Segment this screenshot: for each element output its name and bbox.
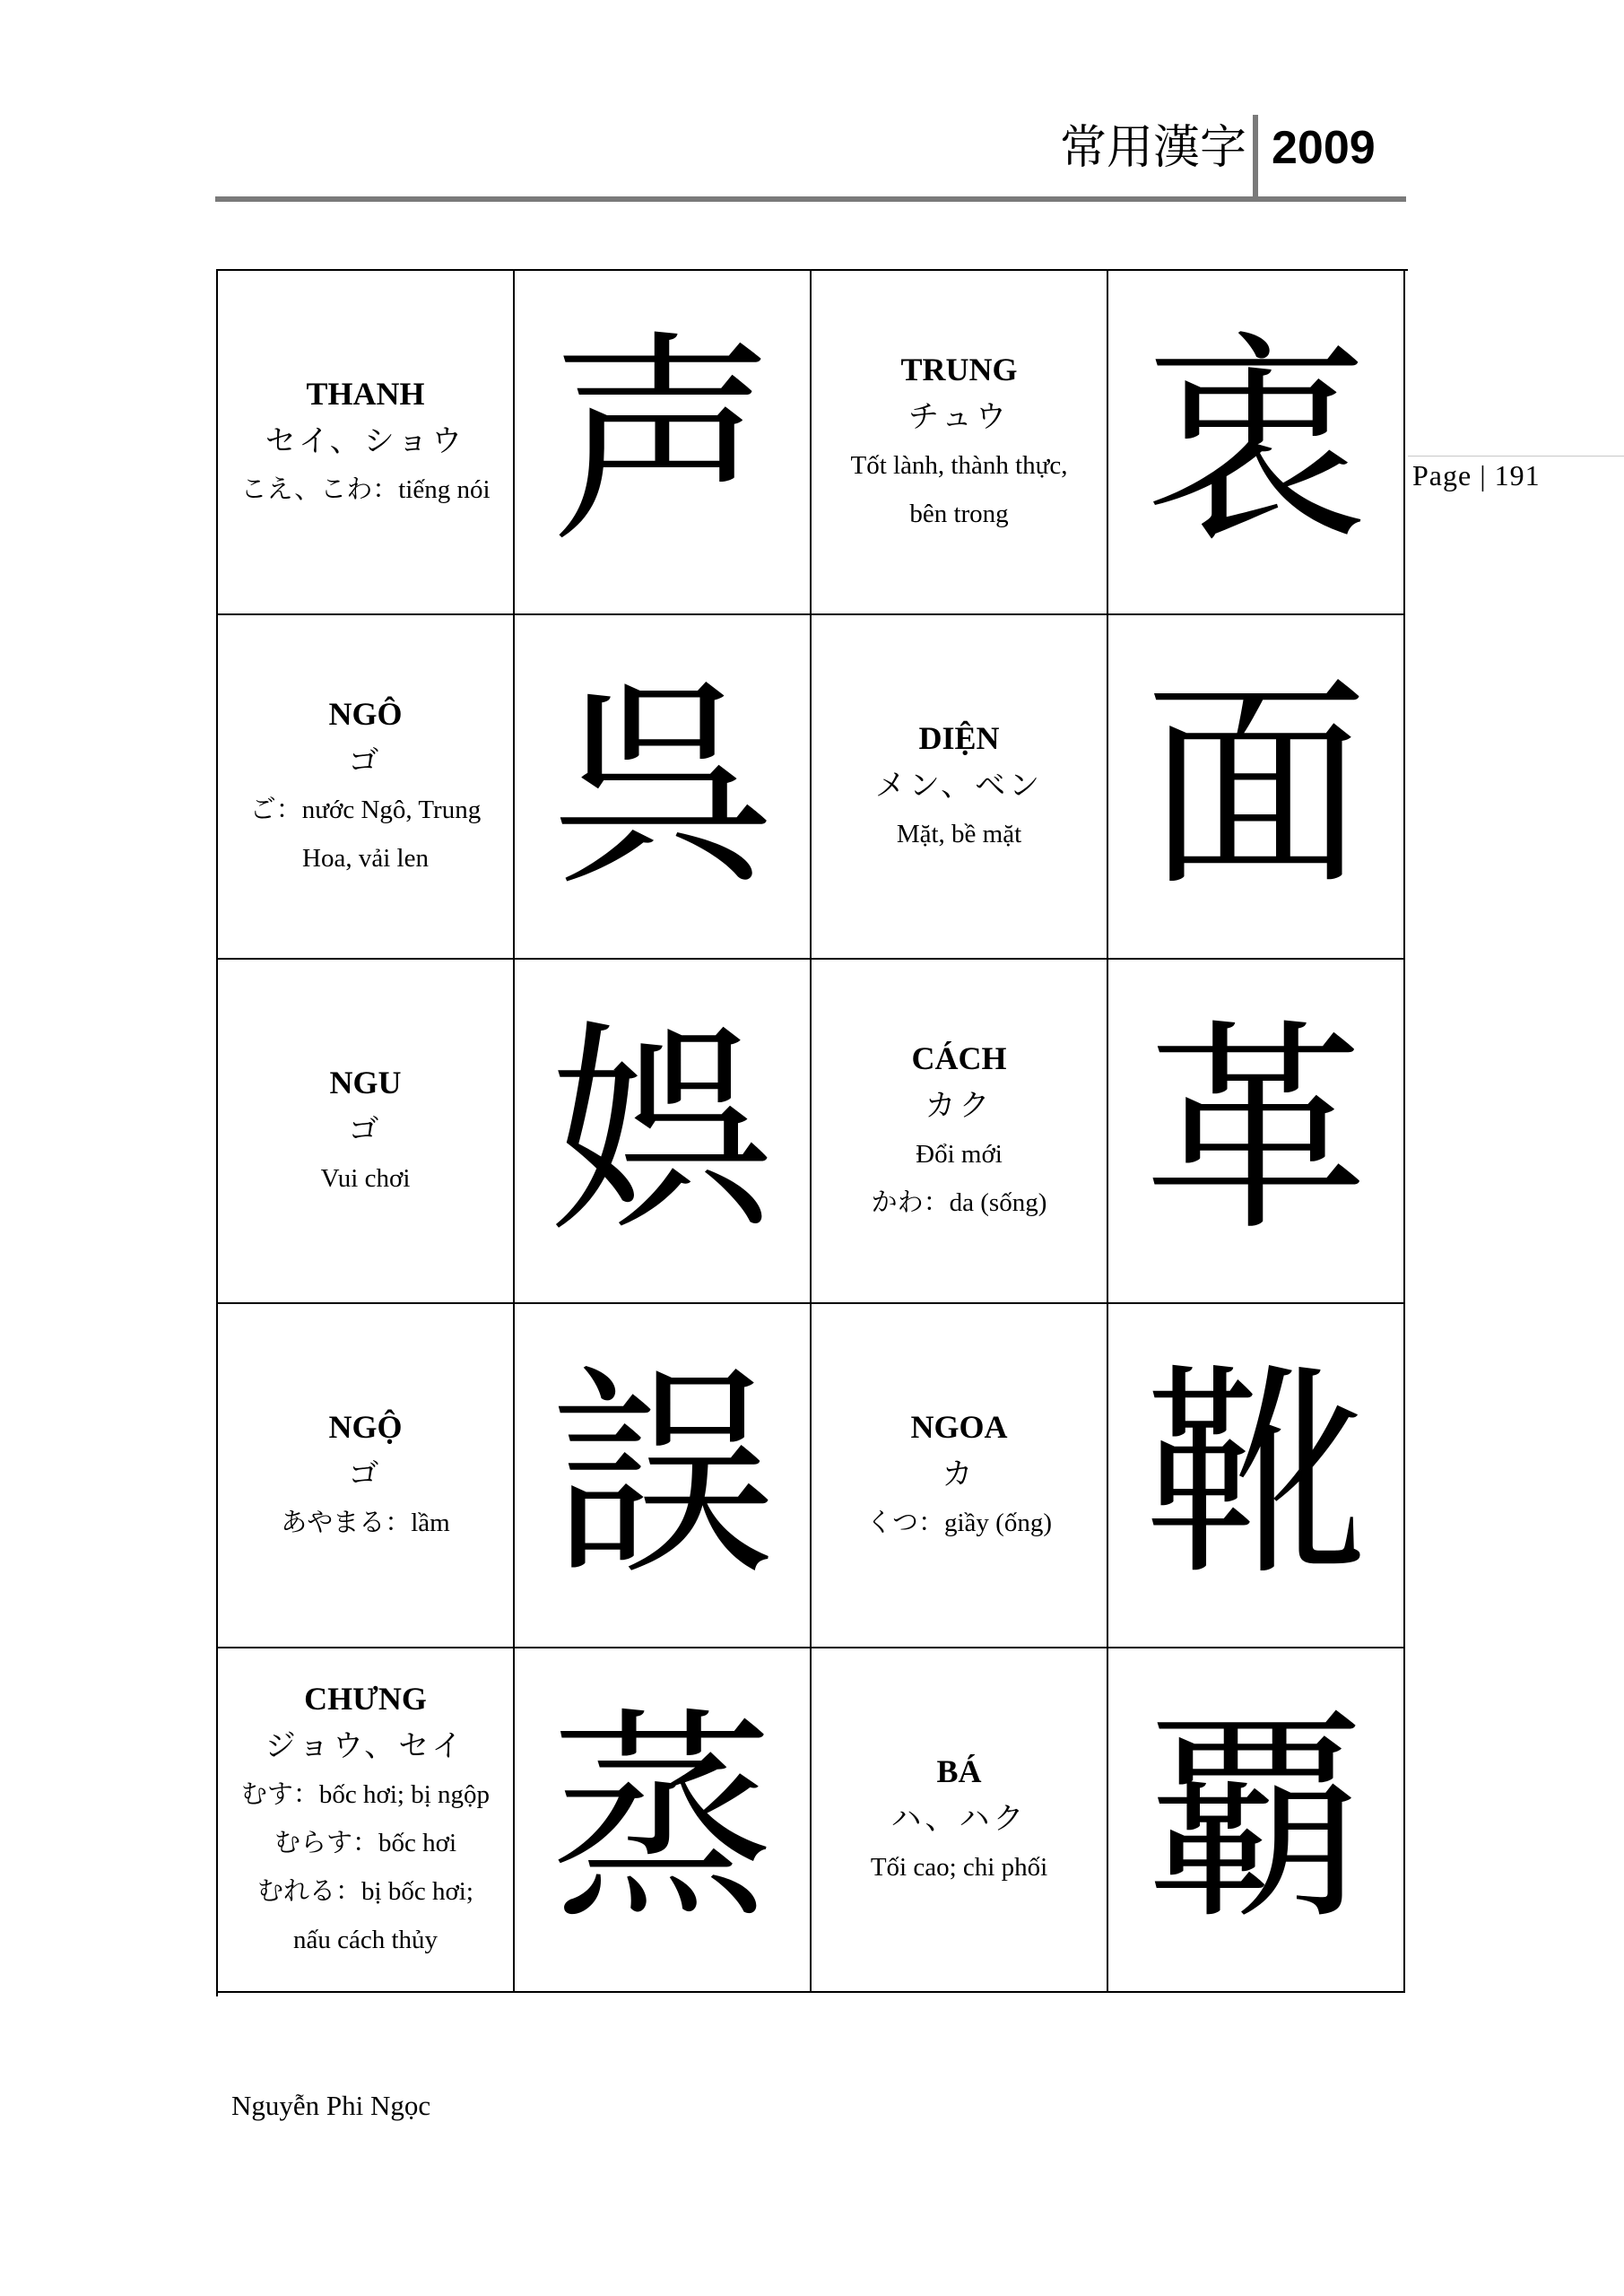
- kanji-name: NGỘ: [328, 1409, 403, 1445]
- page-header: [0, 0, 1624, 206]
- kanji-character: 覇: [1143, 1689, 1368, 1950]
- kanji-name: NGÔ: [328, 696, 403, 732]
- kanji-meaning: ご：nước Ngô, Trung: [249, 796, 482, 824]
- footer-author: Nguyễn Phi Ngọc: [231, 2090, 431, 2121]
- kanji-meaning: あやまる：lầm: [281, 1509, 450, 1537]
- kanji-info-cell: [218, 1648, 515, 1993]
- kanji-character: 衷: [1143, 311, 1368, 572]
- kanji-meaning: Đổi mới: [916, 1140, 1003, 1169]
- kanji-char-cell: [515, 615, 812, 960]
- kanji-name: THANH: [306, 376, 425, 412]
- kanji-info-cell: [218, 271, 515, 615]
- kanji-info-cell: [218, 1304, 515, 1648]
- kanji-meaning: むれる：bị bốc hơi;: [257, 1877, 473, 1906]
- kanji-reading: ゴ: [348, 1112, 383, 1148]
- kanji-char-cell: [1108, 960, 1405, 1304]
- kanji-info-cell: [812, 271, 1108, 615]
- kanji-info-cell: [218, 960, 515, 1304]
- kanji-char-cell: [515, 271, 812, 615]
- kanji-character: 誤: [550, 1344, 775, 1605]
- kanji-character: 蒸: [550, 1689, 775, 1950]
- kanji-char-cell: [515, 960, 812, 1304]
- kanji-reading: ジョウ、セイ: [265, 1728, 466, 1764]
- kanji-info-cell: [812, 1648, 1108, 1993]
- kanji-info-cell: [812, 960, 1108, 1304]
- kanji-character: 面: [1143, 656, 1368, 917]
- kanji-reading: ゴ: [348, 1457, 383, 1492]
- kanji-reading: ゴ: [348, 744, 383, 779]
- kanji-reading: ハ、ハク: [890, 1801, 1028, 1837]
- kanji-meaning: Tối cao; chi phối: [870, 1853, 1048, 1882]
- kanji-char-cell: [1108, 615, 1405, 960]
- kanji-meaning: nấu cách thủy: [292, 1926, 439, 1954]
- kanji-reading: チュウ: [908, 399, 1010, 435]
- kanji-char-cell: [1108, 1304, 1405, 1648]
- kanji-reading: メン、ベン: [874, 768, 1044, 804]
- kanji-info-cell: [218, 615, 515, 960]
- kanji-meaning: Tốt lành, thành thực,: [850, 451, 1068, 480]
- kanji-name: NGU: [329, 1065, 402, 1100]
- kanji-char-cell: [515, 1304, 812, 1648]
- page-number-rule: [1408, 456, 1624, 457]
- kanji-meaning: bên trong: [909, 500, 1009, 528]
- kanji-name: BÁ: [936, 1753, 982, 1789]
- kanji-meaning: Hoa, vải len: [302, 844, 429, 873]
- kanji-name: CÁCH: [911, 1040, 1007, 1076]
- kanji-char-cell: [1108, 1648, 1405, 1993]
- header-year: 2009: [1272, 122, 1376, 174]
- kanji-name: TRUNG: [900, 352, 1018, 387]
- kanji-name: DIỆN: [918, 720, 1000, 756]
- kanji-meaning: Mặt, bề mặt: [896, 820, 1022, 848]
- kanji-info-cell: [812, 615, 1108, 960]
- header-rule: [215, 196, 1406, 202]
- kanji-info-cell: [812, 1304, 1108, 1648]
- kanji-character: 娯: [550, 1000, 775, 1261]
- kanji-meaning: むす：bốc hơi; bị ngộp: [240, 1780, 491, 1809]
- header-title: 常用漢字: [1059, 121, 1246, 175]
- kanji-reading: カク: [925, 1088, 994, 1124]
- kanji-character: 声: [550, 311, 775, 572]
- page-number: Page | 191: [1412, 459, 1541, 491]
- kanji-meaning: かわ：da (sống): [871, 1188, 1047, 1217]
- kanji-meaning: むらす：bốc hơi: [274, 1829, 456, 1857]
- kanji-meaning: こえ、こわ：tiếng nói: [240, 475, 491, 504]
- kanji-character: 革: [1143, 1000, 1368, 1261]
- kanji-char-cell: [515, 1648, 812, 1993]
- header-divider: [1253, 115, 1258, 201]
- kanji-table: [216, 269, 1408, 1996]
- kanji-reading: セイ、ショウ: [265, 423, 466, 459]
- kanji-meaning: くつ：giầy (ống): [866, 1509, 1052, 1537]
- kanji-char-cell: [1108, 271, 1405, 615]
- kanji-character: 呉: [550, 656, 775, 917]
- kanji-meaning: Vui chơi: [320, 1164, 411, 1193]
- kanji-reading: カ: [942, 1457, 977, 1492]
- kanji-name: NGOA: [910, 1409, 1008, 1445]
- kanji-name: CHƯNG: [304, 1681, 427, 1717]
- kanji-character: 靴: [1143, 1344, 1368, 1605]
